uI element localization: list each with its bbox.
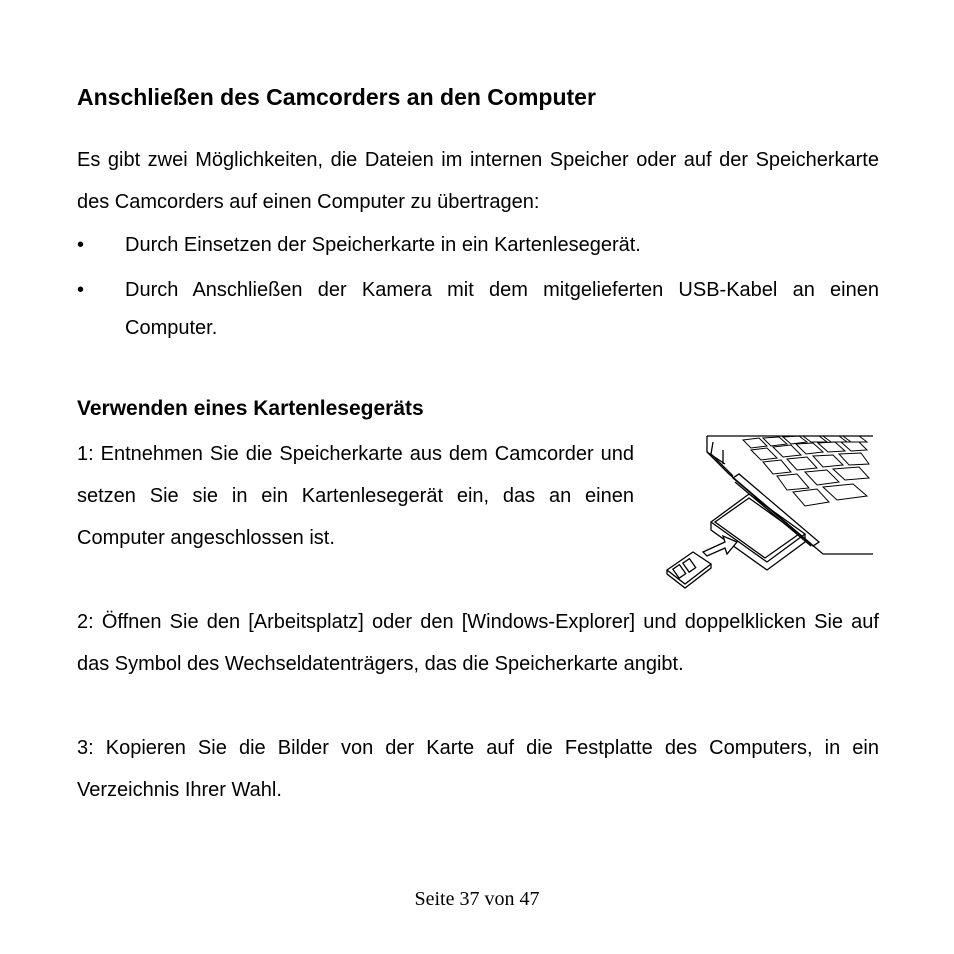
- section-heading: Anschließen des Camcorders an den Computer: [77, 84, 596, 110]
- list-item-text: Durch Einsetzen der Speicherkarte in ein Kartenlesegerät.: [125, 234, 641, 256]
- subsection-heading: Verwenden eines Kartenlesegeräts: [77, 397, 424, 420]
- step-2: 2: Öffnen Sie den [Arbeitsplatz] oder den [Windows-Explorer] und doppelklicken Sie auf das Symbol des Wechseldatenträgers, das die Speicherkarte angibt.: [77, 611, 879, 675]
- list-item: [77, 271, 879, 347]
- step-1: 1: Entnehmen Sie die Speicherkarte aus dem Camcorder und setzen Sie sie in ein Kartenlesegerät ein, das an einen Computer angeschlossen ist.: [77, 443, 634, 549]
- bullet-icon: •: [77, 279, 85, 301]
- bullet-icon: •: [77, 234, 85, 256]
- list-item: [77, 226, 879, 264]
- card-reader-illustration: [663, 434, 881, 592]
- step-3: 3: Kopieren Sie die Bilder von der Karte auf die Festplatte des Computers, in ein Verzeichnis Ihrer Wahl.: [77, 737, 879, 801]
- page-footer: Seite 37 von 47: [414, 888, 540, 910]
- list-item-text: Durch Anschließen der Kamera mit dem mitgelieferten USB-Kabel an einen Computer.: [125, 279, 879, 339]
- intro-paragraph: Es gibt zwei Möglichkeiten, die Dateien im internen Speicher oder auf der Speicherkarte des Camcorders auf einen Computer zu übertragen:: [77, 149, 879, 213]
